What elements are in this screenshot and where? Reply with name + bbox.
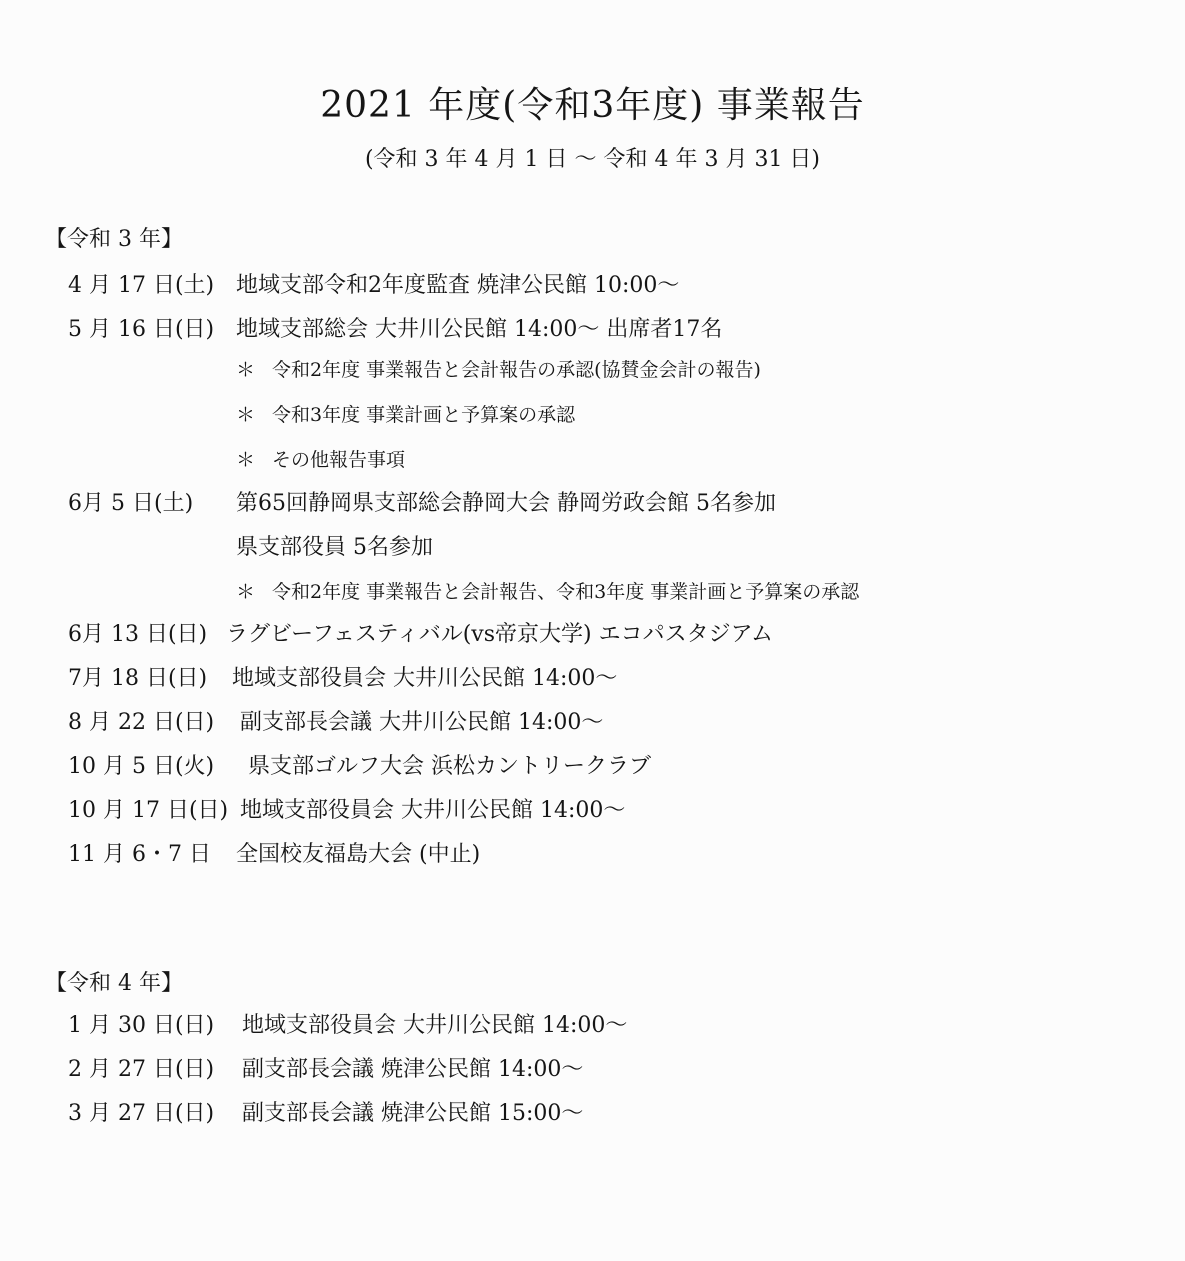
list-item xyxy=(0,1050,1185,1090)
entry-text: 地域支部総会 大井川公民館 14:00～ 出席者17名 xyxy=(236,317,723,342)
note-item xyxy=(236,352,761,388)
entry-continuation: 県支部役員 5名参加 xyxy=(236,535,433,560)
entry-text: ラグビーフェスティバル(vs帝京大学) エコパスタジアム xyxy=(226,622,774,647)
list-item xyxy=(0,484,1185,524)
entry-date: 5 月 16 日(日) xyxy=(68,317,215,342)
asterisk-bullet-icon: ＊ xyxy=(236,359,256,381)
asterisk-bullet-icon: ＊ xyxy=(236,404,256,426)
note-item xyxy=(236,397,575,433)
entry-date: 6月 13 日(日) xyxy=(68,622,208,647)
entry-text: 全国校友福島大会 (中止) xyxy=(236,842,481,867)
section-heading: 【令和 3 年】 xyxy=(45,227,183,252)
note-text: 令和2年度 事業報告と会計報告、令和3年度 事業計画と予算案の承認 xyxy=(272,581,860,603)
entry-text: 地域支部令和2年度監査 焼津公民館 10:00～ xyxy=(236,273,680,298)
entry-date: 10 月 17 日(日) xyxy=(68,798,229,823)
entry-text: 県支部ゴルフ大会 浜松カントリークラブ xyxy=(248,754,651,779)
entry-text: 副支部長会議 大井川公民館 14:00～ xyxy=(240,710,604,735)
entry-text: 第65回静岡県支部総会静岡大会 静岡労政会館 5名参加 xyxy=(236,491,776,516)
entry-text: 地域支部役員会 大井川公民館 14:00～ xyxy=(240,798,626,823)
entry-date: 1 月 30 日(日) xyxy=(68,1013,215,1038)
entry-text: 地域支部役員会 大井川公民館 14:00～ xyxy=(232,666,618,691)
list-item xyxy=(0,1094,1185,1134)
page-title: 2021 年度(令和3年度) 事業報告 xyxy=(320,85,865,126)
note-item xyxy=(236,442,405,478)
list-item xyxy=(0,266,1185,306)
list-item xyxy=(0,791,1185,831)
entry-text: 地域支部役員会 大井川公民館 14:00～ xyxy=(242,1013,628,1038)
note-item xyxy=(236,574,859,610)
entry-text: 副支部長会議 焼津公民館 14:00～ xyxy=(242,1057,584,1082)
entry-date: 6月 5 日(土) xyxy=(68,491,194,516)
section-heading: 【令和 4 年】 xyxy=(45,971,183,996)
entry-text: 副支部長会議 焼津公民館 15:00～ xyxy=(242,1101,584,1126)
note-text: その他報告事項 xyxy=(272,449,406,471)
entry-date: 8 月 22 日(日) xyxy=(68,710,215,735)
entry-date: 4 月 17 日(土) xyxy=(68,273,215,298)
note-text: 令和2年度 事業報告と会計報告の承認(協賛金会計の報告) xyxy=(272,359,761,381)
list-item xyxy=(0,310,1185,350)
note-text: 令和3年度 事業計画と予算案の承認 xyxy=(272,404,576,426)
list-item xyxy=(0,659,1185,699)
entry-date: 3 月 27 日(日) xyxy=(68,1101,215,1126)
entry-date: 10 月 5 日(火) xyxy=(68,754,215,779)
asterisk-bullet-icon: ＊ xyxy=(236,581,256,603)
asterisk-bullet-icon: ＊ xyxy=(236,449,256,471)
entry-date: 2 月 27 日(日) xyxy=(68,1057,215,1082)
list-item xyxy=(0,703,1185,743)
entry-date: 11 月 6・7 日 xyxy=(68,842,211,867)
entry-date: 7月 18 日(日) xyxy=(68,666,208,691)
list-item xyxy=(0,835,1185,875)
list-item xyxy=(0,1006,1185,1046)
list-item xyxy=(0,747,1185,787)
list-item xyxy=(0,615,1185,655)
reporting-period: (令和 3 年 4 月 1 日 ～ 令和 4 年 3 月 31 日) xyxy=(364,147,821,172)
